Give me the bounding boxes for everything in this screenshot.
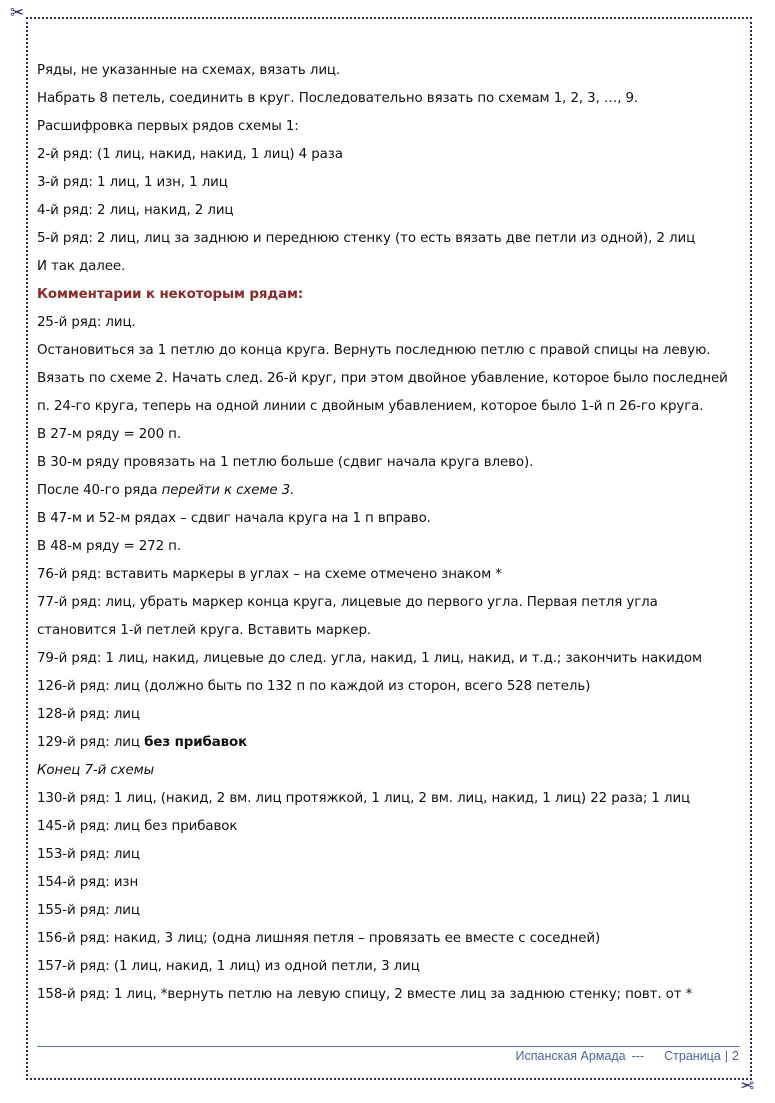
text-line: 5-й ряд: 2 лиц, лиц за заднюю и переднюю стенку (то есть вязать две петли из одной), 2 лиц (37, 231, 696, 246)
text-line: 158-й ряд: 1 лиц, *вернуть петлю на левую спицу, 2 вместе лиц за заднюю стенку; повт. от * (37, 987, 693, 1002)
italic-segment: перейти к схеме 3. (161, 483, 295, 498)
text-line: 3-й ряд: 1 лиц, 1 изн, 1 лиц (37, 175, 228, 190)
text-line: Набрать 8 петель, соединить в круг. Последовательно вязать по схемам 1, 2, 3, …, 9. (37, 91, 639, 106)
text-line: В 47-м и 52-м рядах – сдвиг начала круга на 1 п вправо. (37, 511, 431, 526)
document-body (37, 57, 747, 1009)
text-line: 130-й ряд: 1 лиц, (накид, 2 вм. лиц протяжкой, 1 лиц, 2 вм. лиц, накид, 1 лиц) 22 раза; 1 лиц (37, 791, 691, 806)
text-line (37, 477, 747, 505)
text-line: 145-й ряд: лиц без прибавок (37, 819, 238, 834)
text-line: 4-й ряд: 2 лиц, накид, 2 лиц (37, 203, 234, 218)
text-line: 128-й ряд: лиц (37, 707, 140, 722)
footer-separator: | (724, 1049, 729, 1063)
bold-segment: без прибавок (144, 735, 248, 750)
footer-rule (37, 1046, 740, 1047)
text-line: 156-й ряд: накид, 3 лиц; (одна лишняя петля – провязать ее вместе с соседней) (37, 931, 601, 946)
text-line: Остановиться за 1 петлю до конца круга. Вернуть последнюю петлю с правой спицы на левую. (37, 343, 711, 358)
text-line: 126-й ряд: лиц (должно быть по 132 п по каждой из сторон, всего 528 петель) (37, 679, 591, 694)
text-line: Вязать по схеме 2. Начать след. 26-й круг, при этом двойное убавление, которое было последней (37, 371, 728, 386)
text-line (37, 729, 747, 757)
text-line: 79-й ряд: 1 лиц, накид, лицевые до след. угла, накид, 1 лиц, накид, и т.д.; закончить накидом (37, 651, 702, 666)
text-line: п. 24-го круга, теперь на одной линии с двойным убавлением, которое было 1-й п 26-го круга. (37, 399, 704, 414)
text-line: Расшифровка первых рядов схемы 1: (37, 119, 299, 134)
text-line: В 27-м ряду = 200 п. (37, 427, 181, 442)
section-heading: Комментарии к некоторым рядам: (37, 287, 304, 302)
footer-page-label: Страница (664, 1049, 721, 1063)
text-line: В 48-м ряду = 272 п. (37, 539, 181, 554)
scissors-icon: ✂ (740, 1074, 755, 1094)
text-line: 155-й ряд: лиц (37, 903, 140, 918)
scissors-icon: ✂ (10, 3, 25, 23)
text-line: 77-й ряд: лиц, убрать маркер конца круга, лицевые до первого угла. Первая петля угла (37, 595, 658, 610)
page-footer (516, 1049, 740, 1063)
footer-title: Испанская Армада (515, 1049, 626, 1063)
text-line: И так далее. (37, 259, 126, 274)
text-line: 2-й ряд: (1 лиц, накид, накид, 1 лиц) 4 раза (37, 147, 343, 162)
text-line: 153-й ряд: лиц (37, 847, 140, 862)
italic-note: Конец 7-й схемы (37, 763, 155, 778)
text-line: 25-й ряд: лиц. (37, 315, 136, 330)
text-line: Ряды, не указанные на схемах, вязать лиц. (37, 63, 341, 78)
text-line: 154-й ряд: изн (37, 875, 139, 890)
text-line: В 30-м ряду провязать на 1 петлю больше (сдвиг начала круга влево). (37, 455, 534, 470)
text-line: 76-й ряд: вставить маркеры в углах – на схеме отмечено знаком * (37, 567, 502, 582)
text-line: становится 1-й петлей круга. Вставить маркер. (37, 623, 371, 638)
text-line: 157-й ряд: (1 лиц, накид, 1 лиц) из одной петли, 3 лиц (37, 959, 420, 974)
text-segment: 129-й ряд: лиц (37, 735, 140, 750)
footer-page-number: 2 (732, 1049, 739, 1063)
footer-dash: --- (631, 1049, 645, 1063)
text-segment: После 40-го ряда (37, 483, 158, 498)
